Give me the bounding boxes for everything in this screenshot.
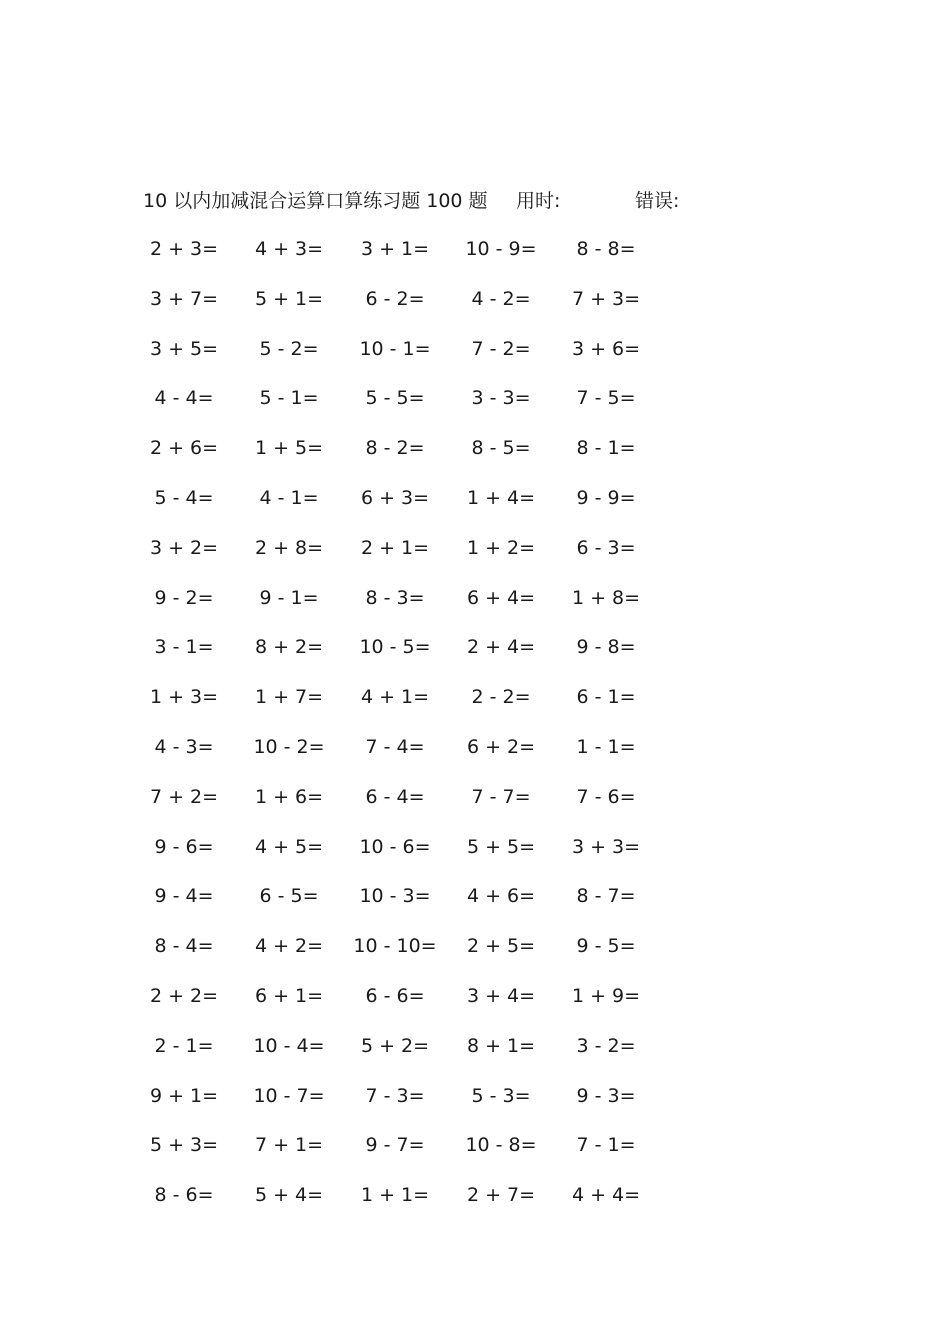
problem-item: 2 - 2= bbox=[471, 686, 531, 709]
problem-row bbox=[0, 830, 950, 880]
problem-item: 2 + 8= bbox=[254, 536, 324, 559]
problem-item: 3 + 5= bbox=[149, 337, 219, 360]
problem-item: 2 + 5= bbox=[466, 935, 536, 958]
problem-item: 7 - 3= bbox=[365, 1084, 425, 1107]
problem-item: 8 - 5= bbox=[471, 437, 531, 460]
problem-item: 5 + 5= bbox=[466, 835, 536, 858]
problem-item: 9 - 1= bbox=[259, 586, 319, 609]
problem-item: 9 + 1= bbox=[149, 1084, 219, 1107]
problem-row bbox=[0, 1079, 950, 1129]
problem-row bbox=[0, 232, 950, 282]
problem-item: 8 - 6= bbox=[154, 1184, 214, 1207]
problem-item: 5 - 3= bbox=[471, 1084, 531, 1107]
time-used-label: 用时: bbox=[516, 190, 561, 212]
problem-item: 8 + 2= bbox=[254, 636, 324, 659]
problem-item: 3 - 2= bbox=[576, 1034, 636, 1057]
problem-row bbox=[0, 481, 950, 531]
problem-item: 4 - 4= bbox=[154, 387, 214, 410]
problem-item: 7 + 1= bbox=[254, 1134, 324, 1157]
problem-row bbox=[0, 780, 950, 830]
problem-item: 8 - 1= bbox=[576, 437, 636, 460]
problem-item: 3 + 1= bbox=[360, 238, 430, 260]
problem-item: 4 - 3= bbox=[154, 735, 214, 758]
problem-item: 3 - 3= bbox=[471, 387, 531, 410]
problem-row bbox=[0, 332, 950, 382]
problem-item: 6 + 2= bbox=[466, 735, 536, 758]
problem-item: 1 + 3= bbox=[149, 686, 219, 709]
problem-item: 9 - 7= bbox=[365, 1134, 425, 1157]
problem-item: 5 + 2= bbox=[360, 1034, 430, 1057]
problem-item: 9 - 4= bbox=[154, 885, 214, 908]
problem-item: 4 + 2= bbox=[254, 935, 324, 958]
problem-item: 10 - 1= bbox=[359, 337, 431, 360]
problem-item: 8 - 8= bbox=[576, 238, 636, 260]
problem-item: 7 - 7= bbox=[471, 785, 531, 808]
problem-item: 4 + 5= bbox=[254, 835, 324, 858]
problem-item: 6 + 3= bbox=[360, 486, 430, 509]
problem-item: 2 - 1= bbox=[154, 1034, 214, 1057]
problem-item: 8 + 1= bbox=[466, 1034, 536, 1057]
problem-item: 7 - 4= bbox=[365, 735, 425, 758]
problem-item: 4 + 4= bbox=[571, 1184, 641, 1207]
problem-item: 6 + 1= bbox=[254, 984, 324, 1007]
problem-item: 3 + 2= bbox=[149, 536, 219, 559]
problem-item: 1 + 6= bbox=[254, 785, 324, 808]
problem-item: 4 + 1= bbox=[360, 686, 430, 709]
problem-item: 6 - 2= bbox=[365, 287, 425, 310]
problem-item: 9 - 6= bbox=[154, 835, 214, 858]
problem-row bbox=[0, 531, 950, 581]
problem-row bbox=[0, 282, 950, 332]
problem-item: 1 + 2= bbox=[466, 536, 536, 559]
problem-grid bbox=[0, 232, 950, 1228]
problem-item: 6 - 6= bbox=[365, 984, 425, 1007]
problem-item: 5 + 1= bbox=[254, 287, 324, 310]
problem-item: 9 - 8= bbox=[576, 636, 636, 659]
problem-item: 3 + 6= bbox=[571, 337, 641, 360]
problem-item: 7 + 2= bbox=[149, 785, 219, 808]
problem-item: 1 + 4= bbox=[466, 486, 536, 509]
problem-item: 6 + 4= bbox=[466, 586, 536, 609]
problem-item: 10 - 5= bbox=[359, 636, 431, 659]
problem-item: 5 - 1= bbox=[259, 387, 319, 410]
problem-item: 4 - 1= bbox=[259, 486, 319, 509]
problem-item: 6 - 3= bbox=[576, 536, 636, 559]
problem-item: 10 - 4= bbox=[253, 1034, 325, 1057]
problem-item: 3 - 1= bbox=[154, 636, 214, 659]
problem-item: 1 + 8= bbox=[571, 586, 641, 609]
problem-item: 7 + 3= bbox=[571, 287, 641, 310]
problem-item: 10 - 8= bbox=[465, 1134, 537, 1157]
problem-item: 2 + 4= bbox=[466, 636, 536, 659]
problem-item: 4 + 3= bbox=[254, 238, 324, 260]
problem-row bbox=[0, 730, 950, 780]
problem-item: 5 + 4= bbox=[254, 1184, 324, 1207]
problem-item: 5 - 2= bbox=[259, 337, 319, 360]
problem-item: 3 + 4= bbox=[466, 984, 536, 1007]
problem-item: 4 - 2= bbox=[471, 287, 531, 310]
problem-item: 7 - 1= bbox=[576, 1134, 636, 1157]
problem-item: 2 + 7= bbox=[466, 1184, 536, 1207]
problem-row bbox=[0, 431, 950, 481]
problem-item: 6 - 1= bbox=[576, 686, 636, 709]
problem-item: 5 - 4= bbox=[154, 486, 214, 509]
problem-item: 5 - 5= bbox=[365, 387, 425, 410]
problem-item: 10 - 2= bbox=[253, 735, 325, 758]
problem-item: 9 - 3= bbox=[576, 1084, 636, 1107]
problem-item: 8 - 3= bbox=[365, 586, 425, 609]
problem-item: 9 - 2= bbox=[154, 586, 214, 609]
problem-item: 9 - 5= bbox=[576, 935, 636, 958]
problem-item: 10 - 10= bbox=[353, 935, 437, 958]
worksheet-title: 10 以内加减混合运算口算练习题 100 题 bbox=[143, 190, 488, 212]
problem-item: 2 + 6= bbox=[149, 437, 219, 460]
problem-item: 7 - 5= bbox=[576, 387, 636, 410]
problem-item: 10 - 3= bbox=[359, 885, 431, 908]
problem-item: 7 - 6= bbox=[576, 785, 636, 808]
problem-row bbox=[0, 1128, 950, 1178]
problem-item: 10 - 7= bbox=[253, 1084, 325, 1107]
problem-item: 3 + 3= bbox=[571, 835, 641, 858]
problem-item: 1 + 5= bbox=[254, 437, 324, 460]
problem-row bbox=[0, 879, 950, 929]
problem-item: 1 + 7= bbox=[254, 686, 324, 709]
problem-item: 10 - 9= bbox=[465, 238, 537, 260]
problem-item: 5 + 3= bbox=[149, 1134, 219, 1157]
problem-item: 2 + 2= bbox=[149, 984, 219, 1007]
problem-item: 8 - 7= bbox=[576, 885, 636, 908]
problem-item: 6 - 4= bbox=[365, 785, 425, 808]
problem-row bbox=[0, 381, 950, 431]
problem-item: 1 - 1= bbox=[576, 735, 636, 758]
problem-row bbox=[0, 581, 950, 631]
problem-row bbox=[0, 1029, 950, 1079]
problem-row bbox=[0, 680, 950, 730]
problem-item: 1 + 9= bbox=[571, 984, 641, 1007]
problem-row bbox=[0, 979, 950, 1029]
problem-item: 3 + 7= bbox=[149, 287, 219, 310]
problem-item: 4 + 6= bbox=[466, 885, 536, 908]
problem-row bbox=[0, 1178, 950, 1228]
problem-item: 2 + 3= bbox=[149, 238, 219, 260]
problem-row bbox=[0, 630, 950, 680]
problem-item: 8 - 2= bbox=[365, 437, 425, 460]
problem-item: 9 - 9= bbox=[576, 486, 636, 509]
problem-item: 2 + 1= bbox=[360, 536, 430, 559]
problem-item: 6 - 5= bbox=[259, 885, 319, 908]
problem-row bbox=[0, 929, 950, 979]
problem-item: 1 + 1= bbox=[360, 1184, 430, 1207]
errors-label: 错误: bbox=[635, 190, 680, 212]
problem-item: 10 - 6= bbox=[359, 835, 431, 858]
problem-item: 7 - 2= bbox=[471, 337, 531, 360]
problem-item: 8 - 4= bbox=[154, 935, 214, 958]
